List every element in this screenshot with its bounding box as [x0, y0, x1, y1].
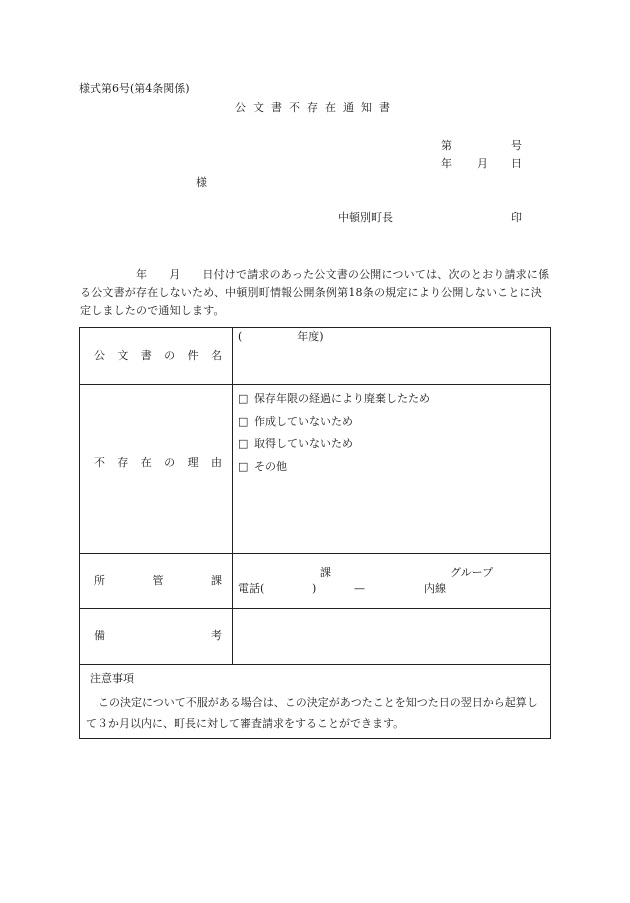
notice-table: [79, 327, 551, 739]
nonexistence-reason-label: 不 存 在 の 理 由: [94, 456, 222, 469]
body-year: 年: [136, 268, 148, 281]
department-ka: 課: [320, 566, 331, 579]
date-year: 年: [441, 157, 452, 170]
body-month: 月: [169, 268, 181, 281]
reason-option[interactable]: □ 保存年限の経過により廃棄したため: [238, 392, 430, 405]
label-column-divider: [232, 328, 233, 664]
title-char: 在: [325, 101, 336, 114]
title-char: 書: [271, 101, 282, 114]
issuer-name: 中頓別町長: [338, 211, 393, 224]
title-char: 知: [361, 101, 372, 114]
title-char: 文: [253, 101, 264, 114]
date-month: 月: [477, 157, 488, 170]
notes-text: この決定について不服がある場合は、この決定があつたことを知つた日の翌日から起算して３か月以内に、町長に対して審査請求をすることができます。: [86, 696, 538, 730]
remarks-label: 備 考: [94, 629, 222, 642]
document-name-value: ( 年度): [238, 330, 324, 343]
title-char: 公: [235, 101, 246, 114]
department-label: 所 管 課: [94, 574, 222, 587]
phone-close: ): [312, 582, 317, 595]
form-number: 様式第6号(第4条関係): [79, 82, 190, 95]
date-day: 日: [511, 157, 522, 170]
reason-option[interactable]: □ その他: [238, 460, 287, 473]
checkbox-icon[interactable]: □: [238, 460, 249, 473]
body-paragraph: [80, 266, 552, 320]
body-text: 日付けで請求のあった公文書の公開については、次のとおり請求に係る公文書が存在しないため、中頓別町情報公開条例第18条の規定により公開しないことに決定しましたので通知します。: [80, 268, 550, 317]
row-divider: [80, 664, 550, 665]
checkbox-icon[interactable]: □: [238, 415, 249, 428]
issuer-seal: 印: [511, 211, 522, 224]
title-char: 書: [379, 101, 390, 114]
title-char: 不: [289, 101, 300, 114]
document-title: [235, 101, 390, 115]
row-divider: [80, 608, 550, 609]
checkbox-icon[interactable]: □: [238, 392, 249, 405]
doc-number-suffix: 号: [511, 139, 522, 152]
notes-heading: 注意事項: [90, 672, 134, 685]
title-char: 通: [343, 101, 354, 114]
department-group: グループ: [450, 566, 494, 579]
phone-label: 電話(: [238, 582, 265, 595]
reason-option[interactable]: □ 作成していないため: [238, 415, 353, 428]
document-name-label: 公 文 書 の 件 名: [94, 349, 222, 362]
phone-dash: —: [354, 582, 365, 595]
reason-option[interactable]: □ 取得していないため: [238, 437, 353, 450]
row-divider: [80, 553, 550, 554]
doc-number-prefix: 第: [441, 139, 452, 152]
phone-extension: 内線: [424, 582, 446, 595]
addressee-suffix: 様: [196, 176, 207, 189]
title-char: 存: [307, 101, 318, 114]
checkbox-icon[interactable]: □: [238, 437, 249, 450]
row-divider: [80, 384, 550, 385]
